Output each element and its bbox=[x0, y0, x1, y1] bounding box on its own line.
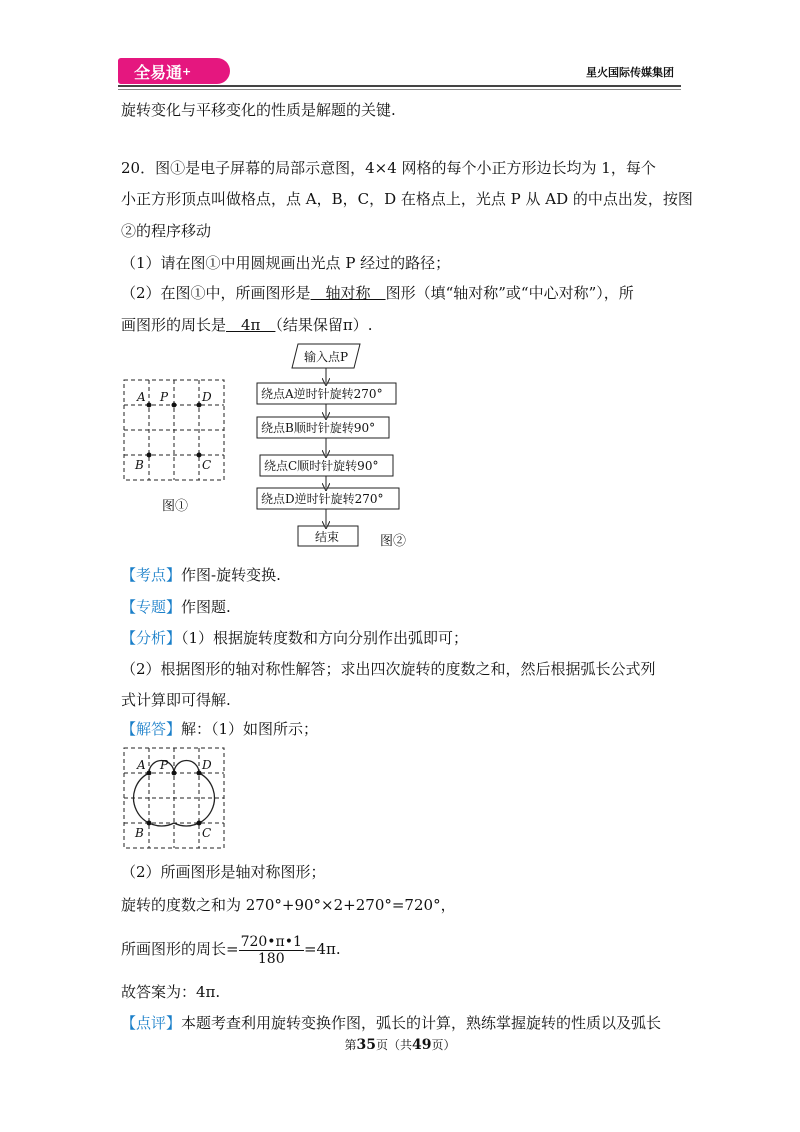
question-part-1: （1）请在图①中用圆规画出光点 P 经过的路径； bbox=[121, 254, 451, 272]
kaodian-line: 【考点】作图-旋转变换. bbox=[121, 566, 281, 584]
kaodian-tag: 【考点】 bbox=[121, 566, 182, 584]
dianping-tag: 【点评】 bbox=[121, 1014, 182, 1032]
label-c: C bbox=[202, 458, 212, 472]
text-line: 旋转变化与平移变化的性质是解题的关键. bbox=[121, 101, 396, 119]
solution-line-5: 故答案为：4π. bbox=[121, 983, 221, 1001]
point-c bbox=[197, 453, 202, 458]
header-divider bbox=[118, 85, 681, 87]
label-b: B bbox=[135, 826, 144, 840]
fenxi-line-2: （2）根据图形的轴对称性解答；求出四次旋转的度数之和，然后根据弧长公式列 bbox=[121, 660, 656, 678]
question-part-2b: 画图形的周长是 4π （结果保留π）. bbox=[121, 316, 373, 334]
figure-1-caption: 图① bbox=[162, 499, 189, 514]
label-a: A bbox=[137, 758, 146, 772]
question-line: 20．图①是电子屏幕的局部示意图，4×4 网格的每个小正方形边长均为 1，每个 bbox=[121, 159, 656, 177]
point-p bbox=[172, 771, 177, 776]
fenxi-tag: 【分析】 bbox=[121, 629, 182, 647]
point-p bbox=[172, 403, 177, 408]
label-a: A bbox=[137, 390, 146, 404]
point-b bbox=[147, 821, 152, 826]
flow-step-3: 绕点C顺时针旋转90° bbox=[264, 459, 379, 473]
header-divider-thin bbox=[118, 89, 681, 90]
flow-input: 输入点P bbox=[304, 350, 349, 364]
point-d bbox=[197, 771, 202, 776]
label-d: D bbox=[202, 758, 212, 772]
label-c: C bbox=[202, 826, 212, 840]
question-line: ②的程序移动 bbox=[121, 222, 212, 240]
jieda-tag: 【解答】 bbox=[121, 720, 182, 738]
solution-line-2: （2）所画图形是轴对称图形； bbox=[121, 863, 326, 881]
flow-step-4: 绕点D逆时针旋转270° bbox=[261, 492, 384, 506]
point-b bbox=[147, 453, 152, 458]
label-p: P bbox=[160, 390, 169, 404]
dianping-line: 【点评】本题考查利用旋转变换作图，弧长的计算，熟练掌握旋转的性质以及弧长 bbox=[121, 1014, 662, 1032]
flowchart bbox=[250, 340, 420, 555]
flow-step-1: 绕点A逆时针旋转270° bbox=[261, 387, 383, 401]
figure-1-grid bbox=[118, 378, 228, 528]
label-p: P bbox=[160, 758, 169, 772]
point-a bbox=[147, 771, 152, 776]
solution-line-3: 旋转的度数之和为 270°+90°×2+270°=720°， bbox=[121, 896, 456, 914]
figure-2-caption: 图② bbox=[380, 534, 407, 549]
jieda-line: 【解答】解：（1）如图所示； bbox=[121, 720, 319, 738]
logo-text: 全易通 bbox=[134, 62, 183, 82]
label-b: B bbox=[135, 458, 144, 472]
answer-blank-2: 4π bbox=[226, 316, 276, 334]
point-a bbox=[147, 403, 152, 408]
point-d bbox=[197, 403, 202, 408]
zhuanti-line: 【专题】作图题. bbox=[121, 598, 231, 616]
point-c bbox=[197, 821, 202, 826]
page-number: 35 bbox=[356, 1037, 376, 1053]
arc-fraction: $\frac{720•\pi•1}{180}$ bbox=[240, 933, 302, 967]
label-d: D bbox=[202, 390, 212, 404]
fenxi-line-3: 式计算即可得解. bbox=[121, 691, 231, 709]
logo-plus: + bbox=[182, 64, 192, 78]
question-line: 小正方形顶点叫做格点，点 A，B，C，D 在格点上，光点 P 从 AD 的中点出发，按图 bbox=[121, 190, 693, 208]
company-name: 星火国际传媒集团 bbox=[586, 66, 674, 79]
question-part-2: （2）在图①中，所画图形是 轴对称 图形（填“轴对称”或“中心对称”），所 bbox=[121, 284, 634, 302]
flow-step-2: 绕点B顺时针旋转90° bbox=[261, 421, 376, 435]
answer-blank-1: 轴对称 bbox=[310, 284, 386, 302]
page-total: 49 bbox=[412, 1037, 432, 1053]
brand-logo bbox=[118, 58, 230, 84]
page-footer: 第35页（共49页） bbox=[344, 1037, 456, 1053]
solution-line-4: 所画图形的周长= $\frac{720•\pi•1}{180}$ =4π. bbox=[121, 933, 341, 967]
flow-end: 结束 bbox=[315, 530, 340, 544]
zhuanti-tag: 【专题】 bbox=[121, 598, 182, 616]
fenxi-line: 【分析】（1）根据旋转度数和方向分别作出弧即可； bbox=[121, 629, 469, 647]
solution-figure bbox=[118, 746, 233, 850]
